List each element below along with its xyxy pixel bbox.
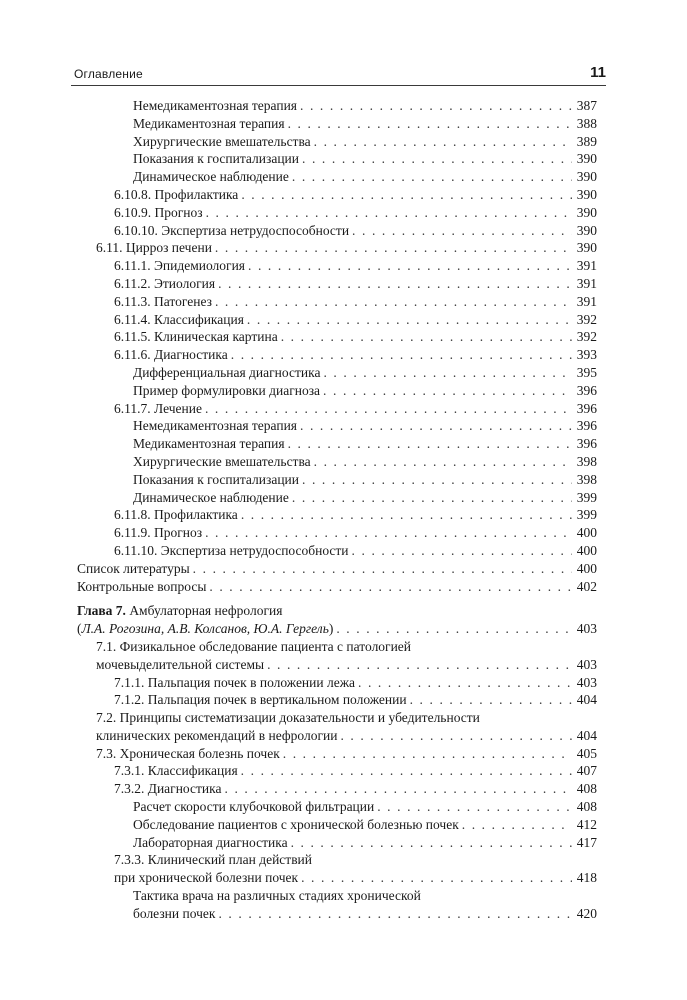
leader-dots [300, 417, 572, 435]
toc-page-number: 408 [576, 781, 597, 797]
leader-dots [225, 780, 573, 798]
toc-page-number: 400 [576, 542, 597, 558]
toc-entry[interactable] [77, 328, 597, 346]
toc-page-number: 398 [576, 471, 597, 487]
toc-entry[interactable] [77, 382, 597, 400]
toc-page-number: 412 [576, 816, 597, 832]
toc-entry[interactable] [77, 578, 597, 596]
chapter-title: Амбулаторная нефрология [129, 603, 283, 619]
toc-entry[interactable] [77, 709, 597, 745]
toc-entry[interactable] [77, 453, 597, 471]
leader-dots [193, 560, 572, 578]
leader-dots [410, 691, 572, 709]
toc-entry[interactable] [77, 115, 597, 133]
toc-entry[interactable] [77, 435, 597, 453]
toc-entry-title: Лабораторная диагностика [133, 834, 288, 850]
leader-dots [314, 133, 572, 151]
toc-entry-title: клинических рекомендаций в нефрологии [96, 727, 338, 743]
leader-dots [283, 745, 572, 763]
toc-entry-title: Медикаментозная терапия [133, 115, 285, 131]
toc-entry-title: 6.11.6. Диагностика [114, 347, 228, 363]
toc-page-number: 391 [576, 258, 597, 274]
chapter-authors: Л.А. Рогозина, А.В. Колсанов, Ю.А. Гергель [81, 621, 329, 637]
toc-entry-title: Медикаментозная терапия [133, 436, 285, 452]
leader-dots [314, 453, 572, 471]
toc-entry[interactable] [77, 417, 597, 435]
leader-dots [340, 727, 572, 745]
leader-dots [377, 798, 572, 816]
toc-page-number: 398 [576, 453, 597, 469]
toc-page-number: 400 [576, 525, 597, 541]
toc-entry[interactable] [77, 542, 597, 560]
toc-page-number: 399 [576, 507, 597, 523]
toc-page-number: 387 [576, 98, 597, 113]
toc-page-number: 390 [576, 240, 597, 256]
toc-entry-title: 6.11.8. Профилактика [114, 507, 238, 523]
toc-section-chapter-6 [77, 97, 597, 595]
toc-entry[interactable] [77, 851, 597, 887]
toc-entry-title: Хирургические вмешательства [133, 133, 311, 149]
leader-dots [247, 311, 572, 329]
running-header [71, 63, 606, 86]
leader-dots [358, 674, 572, 692]
toc-page-number: 403 [576, 621, 597, 637]
toc-entry-title: Немедикаментозная терапия [133, 418, 298, 434]
toc-page-number: 417 [576, 834, 597, 850]
leader-dots [215, 239, 572, 257]
toc-entry[interactable] [77, 524, 597, 542]
toc-entry-title-line: Тактика врача на различных стадиях хронической [133, 888, 421, 904]
leader-dots [281, 328, 572, 346]
leader-dots [300, 97, 572, 115]
toc-entry[interactable] [77, 471, 597, 489]
leader-dots [209, 578, 572, 596]
leader-dots [323, 364, 572, 382]
toc-entry-title: 6.11.3. Патогенез [114, 293, 212, 309]
toc-entry[interactable] [77, 489, 597, 507]
toc-page-number: 396 [576, 436, 597, 452]
leader-dots [241, 506, 572, 524]
toc-entry-title: 6.11.10. Экспертиза нетрудоспособности [114, 542, 349, 558]
toc-entry-title: 7.3.2. Диагностика [114, 781, 222, 797]
leader-dots [241, 186, 572, 204]
toc-entry-title: 6.10.9. Прогноз [114, 204, 203, 220]
toc-chapter-7[interactable]: Глава 7. Амбулаторная нефрология (Л.А. Рогозина, А.В. Колсанов, Ю.А. Гергель) . . . 403 [77, 602, 597, 638]
toc-page-number: 392 [576, 329, 597, 345]
toc-entry-title: 7.1.2. Пальпация почек в вертикальном положении [114, 692, 407, 708]
toc-entry[interactable] [77, 762, 597, 780]
leader-dots [352, 542, 572, 560]
running-header-section: Оглавление [74, 67, 143, 81]
toc-entry[interactable] [77, 506, 597, 524]
toc-entry-title: 6.11.5. Клиническая картина [114, 329, 278, 345]
leader-dots [302, 150, 572, 168]
toc-page-number: 389 [576, 133, 597, 149]
toc-entry[interactable] [77, 400, 597, 418]
toc-page-number: 396 [576, 418, 597, 434]
toc-page-number: 390 [576, 222, 597, 238]
toc-entry[interactable] [77, 293, 597, 311]
toc-page-number: 403 [576, 656, 597, 672]
toc-page-number: 390 [576, 204, 597, 220]
toc-page-number: 392 [576, 311, 597, 327]
toc-entry-title: 7.3. Хроническая болезнь почек [96, 745, 280, 761]
toc-entry[interactable] [77, 834, 597, 852]
leader-dots [292, 489, 572, 507]
toc-entry-title: Показания к госпитализации [133, 471, 300, 487]
toc-page-number: 418 [576, 870, 597, 886]
toc-page-number: 390 [576, 186, 597, 202]
toc-entry[interactable] [77, 222, 597, 240]
toc-page-number: 396 [576, 400, 597, 416]
toc-entry-title: Динамическое наблюдение [133, 169, 289, 185]
toc-entry-title: 6.11.7. Лечение [114, 400, 202, 416]
toc-page-number: 395 [576, 364, 597, 380]
toc-entry-title: 6.10.10. Экспертиза нетрудоспособности [114, 222, 350, 238]
toc-entry[interactable] [77, 691, 597, 709]
leader-dots [323, 382, 572, 400]
toc-entry-title: 7.1.1. Пальпация почек в положении лежа [114, 674, 356, 690]
table-of-contents [77, 97, 597, 923]
leader-dots [336, 620, 572, 638]
toc-entry[interactable] [77, 275, 597, 293]
toc-page-number: 405 [576, 745, 597, 761]
leader-dots [267, 656, 572, 674]
leader-dots [291, 834, 572, 852]
toc-entry-title: мочевыделительной системы [96, 656, 265, 672]
toc-entry-title: Пример формулировки диагноза [133, 382, 321, 398]
toc-entry-title: Контрольные вопросы [77, 578, 207, 594]
toc-entry[interactable] [77, 150, 597, 168]
toc-entry-title: Список литературы [77, 560, 190, 576]
leader-dots [352, 222, 572, 240]
toc-entry[interactable] [77, 186, 597, 204]
toc-page-number: 399 [576, 489, 597, 505]
toc-entry[interactable] [77, 560, 597, 578]
toc-entry-title: при хронической болезни почек [114, 870, 299, 886]
toc-entry[interactable] [77, 674, 597, 692]
toc-page-number: 404 [576, 727, 597, 743]
toc-entry-title: 6.10.8. Профилактика [114, 186, 239, 202]
page-number: 11 [590, 64, 606, 81]
leader-dots [288, 435, 572, 453]
leader-dots [218, 275, 572, 293]
toc-page-number: 396 [576, 382, 597, 398]
toc-entry[interactable] [77, 887, 597, 923]
toc-entry-title: 6.11.2. Этиология [114, 275, 216, 291]
toc-entry[interactable] [77, 346, 597, 364]
toc-entry[interactable] [77, 638, 597, 674]
toc-entry-title: Хирургические вмешательства [133, 453, 311, 469]
chapter-label: Глава 7. [77, 603, 126, 619]
toc-page-number: 390 [576, 151, 597, 167]
toc-entry-title-line: 7.1. Физикальное обследование пациента с патологией [96, 638, 412, 654]
toc-entry-title: 6.11.1. Эпидемиология [114, 258, 246, 274]
toc-entry[interactable] [77, 257, 597, 275]
leader-dots [302, 471, 572, 489]
toc-entry[interactable] [77, 816, 597, 834]
toc-entry-title-line: 7.2. Принципы систематизации доказательности и убедительности [96, 710, 480, 726]
leader-dots [248, 257, 572, 275]
toc-entry-title: Дифференциальная диагностика [133, 364, 321, 380]
toc-entry[interactable] [77, 364, 597, 382]
leader-dots [215, 293, 572, 311]
toc-page-number: 404 [576, 692, 597, 708]
leader-dots [462, 816, 572, 834]
toc-page-number: 400 [576, 560, 597, 576]
toc-page-number: 390 [576, 169, 597, 185]
toc-entry[interactable] [77, 311, 597, 329]
leader-dots [206, 204, 572, 222]
toc-page-number: 391 [576, 275, 597, 291]
toc-page-number: 420 [576, 905, 597, 921]
toc-entry[interactable] [77, 97, 597, 115]
toc-page-number: 408 [576, 799, 597, 815]
toc-entry-title: Показания к госпитализации [133, 151, 300, 167]
toc-entry-title: Обследование пациентов с хронической болезнью почек [133, 816, 459, 832]
toc-entry[interactable] [77, 204, 597, 222]
toc-entry-title: болезни почек [133, 905, 216, 921]
toc-entry[interactable] [77, 798, 597, 816]
toc-section-chapter-7 [77, 638, 597, 923]
toc-page-number: 391 [576, 293, 597, 309]
toc-page-number: 388 [576, 115, 597, 131]
toc-entry-title: Динамическое наблюдение [133, 489, 289, 505]
toc-entry-title-line: 7.3.3. Клинический план действий [114, 852, 313, 868]
toc-page-number: 403 [576, 674, 597, 690]
leader-dots [231, 346, 572, 364]
toc-entry-title: Немедикаментозная терапия [133, 98, 298, 113]
toc-entry[interactable] [77, 780, 597, 798]
toc-entry-title: 6.11.4. Классификация [114, 311, 244, 327]
leader-dots [205, 400, 572, 418]
toc-page-number: 393 [576, 347, 597, 363]
toc-entry[interactable] [77, 745, 597, 763]
leader-dots [218, 905, 572, 923]
toc-entry[interactable] [77, 168, 597, 186]
toc-entry-title: Расчет скорости клубочковой фильтрации [133, 799, 375, 815]
leader-dots [292, 168, 572, 186]
leader-dots [241, 762, 572, 780]
toc-entry-title: 6.11.9. Прогноз [114, 525, 203, 541]
toc-entry[interactable] [77, 133, 597, 151]
toc-page-number: 407 [576, 763, 597, 779]
leader-dots [301, 869, 572, 887]
toc-entry-title: 7.3.1. Классификация [114, 763, 238, 779]
leader-dots [205, 524, 572, 542]
toc-entry-title: 6.11. Цирроз печени [96, 240, 212, 256]
toc-entry[interactable] [77, 239, 597, 257]
toc-page-number: 402 [576, 578, 597, 594]
leader-dots [288, 115, 572, 133]
